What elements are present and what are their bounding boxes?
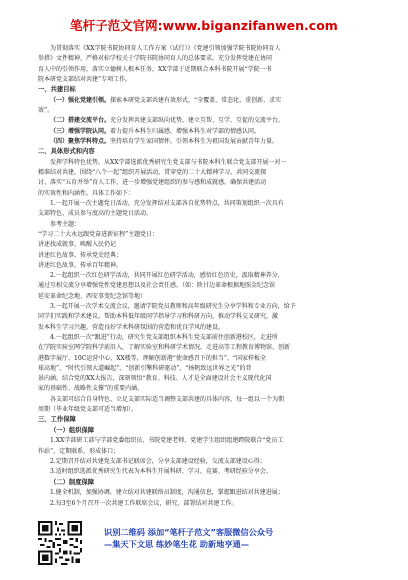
intro-line: 举措》文件精神，严格对标学校关于学院书院协同育人的总体要求，充分发挥党建在协同 <box>38 55 273 63</box>
intro-line: 为贯彻落实《XX学院书院协同育人工作方案（试行）》《党建引领加强学院书院协同育人 <box>50 45 281 52</box>
body-line: 发本科生学习兴趣，营造良好学术科研氛围的营造和优良学风的建设。 <box>38 323 225 331</box>
section-heading: 三、工作保障 <box>38 416 76 424</box>
footer-line-slogan: —集天下文思 练妙笔生花 助新地亨通— <box>104 539 249 549</box>
intro-line: 育人中的引领作用，落实立德树人根本任务，XX学部于近期联合本科书院开展“学院一书 <box>38 65 272 73</box>
body-line: 2.每3至6个月召开一次共建工作联席会议，研究、部署结对共建工作。 <box>50 499 238 507</box>
body-line: 讨、落实“五育并举”育人工作，进一步增强党建组织的参与感和成就感。确保共建活动 <box>38 179 267 187</box>
body-line: 2.一起组织一次红色研学活动，共同开展红色研学活动，感悟红色历史，汲取精神养分， <box>50 272 284 280</box>
body-line: 各支部可结合自身特色、立足支部实际适当调整支部共建的具体内容，每一组以一个为期 <box>50 395 285 403</box>
goal-item: （三）增强学院认同。着力提升本科生归属感，增强本科生对学部的情感认同。 <box>50 127 261 135</box>
body-line: 周期（毕业年级党支部可适当增加）。 <box>38 405 138 413</box>
footer-promo <box>38 521 374 569</box>
body-line: 精准结对共建，围绕“八个一起”组织开展活动，贯穿党的二十大精神学习、共同交流探 <box>38 169 267 177</box>
body-line: 3.适时组织选派优秀研究生代表为本科生开展科研、学习、竞赛、考研经验分享会。 <box>50 468 272 476</box>
body-line: 延安革命纪念地、西安事变纪念馆等地） <box>38 292 147 300</box>
body-line: 2.定期召开结对共建党支部书记联席会，分享支部建设经验，交流支部建设心得； <box>50 458 266 466</box>
body-line: 讲述红色故事，传承百年精神。 <box>38 261 123 269</box>
forms-content <box>38 158 374 415</box>
body-line: 3.一起开展一次学术交流会议，邀请学院党员教师和高年级研究生分享学科和专业方向，给予 <box>50 303 296 311</box>
body-line: 同学们实践和学术建议，帮助本科低年级同学指导学习和科研方向，推动学科交叉研究，激 <box>38 313 279 321</box>
body-line: 讲述红色故事，传承党史经典； <box>38 251 123 259</box>
goal-item: （四）聚焦学科特点。坚持培育学生家国情怀，引领本科生为祖国发展贡献青年力量。 <box>50 137 279 145</box>
body-line: 发挥学科特色优势，从XX学部选派优秀研究生党支部与书院本科生联合党支部开展一对一 <box>50 158 287 166</box>
goal-item: （一）强化党建引领。探索本研党支部共建有效形式，“全覆盖、常态化、重创新、求实 <box>50 96 282 104</box>
body-line: 景内涵。结合党的XX大报告，深刻领悟“教育、科技、人才是全面建设社会主义现代化国 <box>38 375 272 383</box>
body-line: 家的基础性、战略性支撑”的重要内涵。 <box>38 385 144 393</box>
footer-line-qr-prompt: 识别二维码 添加“笔杆子范文”客服微信公众号 <box>104 527 274 537</box>
body-line: 作站”，定期联系，形成体口； <box>38 447 120 455</box>
body-line: 参考主题： <box>50 220 81 228</box>
document-body <box>38 44 374 509</box>
section-heading: 一、共建目标 <box>38 86 76 94</box>
body-line: 讲述找成就事，唤醒入民仍记 <box>38 241 117 249</box>
body-line: 通过互相交流分享增强党性党建思想以及社会责任感。（如：陕甘边革命根据地照金纪念馆 <box>38 282 276 290</box>
subsection-heading: （一）组织保障 <box>50 426 95 434</box>
body-line: 在学院实验室网学院科学前沿入，了解实验室和科研学术情况，走进高等工程教育博物馆、创新 <box>38 344 291 352</box>
body-line: 4.一起组织一次“跟进”行动，研究生党支部组织本科生党支部前往创新港校区，走进所 <box>50 333 278 341</box>
intro-paragraph <box>38 44 374 85</box>
body-line: 1.XX学部研工部与学部党委组织员、书院党建老师、党建学生组织组建跨院联合“党员工 <box>50 437 284 445</box>
intro-line: 院本研党支部结对共建”专项工作。 <box>38 75 132 83</box>
body-line: 港数字展厅、10C运营中心、XX楼等，理解创新港“使命感召下的担当”、“国家样板全 <box>38 354 266 362</box>
body-line: 1.一起开展一次主题党日活动。充分发挥结对支部各自优势特点，共同策划组织一次具有 <box>50 200 284 208</box>
body-line: 的实效性和内涵性。具体工作如下： <box>38 189 135 197</box>
body-line: “学习二十大永远跟党奋进新征程”主题党日： <box>38 230 159 238</box>
subsection-heading: （二）制度保障 <box>50 478 95 486</box>
section-heading: 二、具体形式和内容 <box>38 148 95 156</box>
body-line: 1.健全机制，加强协调。建立结对共建联络员制度，沟通信息，掌握跟进结对共建进展； <box>50 489 284 497</box>
body-line: 球高地”、“时代引领大道崛起”、“创新引擎科研驱动”、“扬帆致远世界之光”的背 <box>38 364 252 372</box>
goal-item: 效”。 <box>38 107 54 115</box>
site-banner: 笔杆子范文官网:www.biganzifanwen.com <box>70 18 338 33</box>
body-line: 支部特色、成员参与度高的主题党日活动。 <box>38 210 153 218</box>
qr-code-icon[interactable] <box>38 521 82 565</box>
goal-item: （二）搭建交流平台。充分发挥共建支部纵向优势，建立互帮、互学、互促的交流平台。 <box>50 117 285 125</box>
